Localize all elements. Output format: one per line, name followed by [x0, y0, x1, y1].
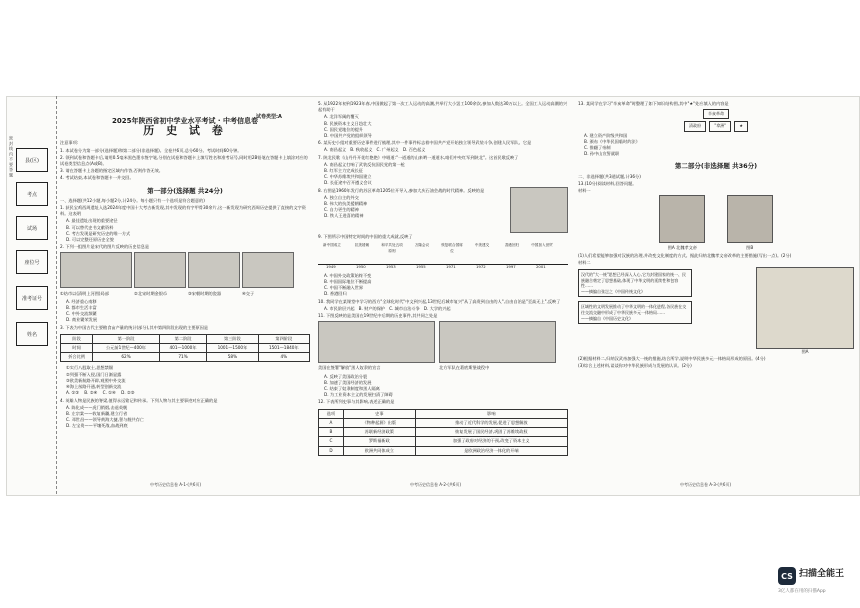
timeline-event: 新中国成立 [323, 242, 341, 247]
table-cell: 欧洲共同体成立 [343, 446, 415, 455]
structure-node: "拿洲" [709, 121, 731, 131]
question-3: 3. 下表为中国古代主要粮食亩产量的统计(部分),其中第四阶段出现的主要原因是 [60, 324, 209, 330]
timeline-year: 1972 [476, 263, 486, 269]
table-cell: 4% [258, 353, 309, 362]
portrait-caption: 图B [746, 245, 754, 251]
historical-map [756, 267, 854, 349]
option: D. 中国共产党的组织领导 [324, 133, 372, 139]
question-1: 1. 获民宝鸡西周遗址入选2024年度中国十大考古新发现,其中发现的有字甲骨30余片,这一新发现为研究西周历史提供了直接的文字资料。这表明 [60, 205, 306, 217]
timeline-year: 1949 [326, 263, 336, 269]
subject-title: 历 史 试 卷 [143, 124, 227, 138]
table-cell: 时间 [61, 344, 93, 353]
question-6: 6. 某历史小组对重要历史事件进行梳理,其中一件事件标志着中国共产党开始独立领导武装斗争,创建人民军队。它是 [318, 140, 532, 146]
option: D. 商业繁荣发展 [66, 317, 98, 323]
option: B. 财产的保护 [358, 305, 386, 311]
table-cell: 加强了政府对经济的干预,改变了资本主义 [415, 437, 567, 446]
notice-head: 注意事项: [60, 140, 79, 146]
structure-node: ★ [734, 121, 748, 131]
timeline-year: 1997 [506, 263, 516, 269]
option: A. ①③ [66, 390, 79, 396]
table-cell: A [319, 418, 344, 427]
option: A. 反映了美国政治分裂 [324, 373, 368, 379]
image-slot [318, 321, 433, 371]
quote-box [578, 301, 692, 324]
structure-diagram [578, 108, 854, 132]
option: B. 都市生活丰富 [66, 305, 97, 311]
timeline-year: 1953 [386, 263, 396, 269]
sub-question: (3)综合上述材料,谈谈你对中华民族形成与发展的认识。(2分) [578, 363, 692, 369]
timeline-year: 1971 [446, 263, 456, 269]
coin-image [134, 252, 186, 288]
image-caption: ②北宋时期金银币 [134, 290, 168, 296]
binding-strip [6, 96, 57, 494]
table-header: 第四阶段 [258, 334, 309, 343]
image-slot [188, 252, 238, 296]
question-11: 11. 下图反映的是美国在19世纪中后期的历史事件,其共同之处是 [318, 313, 438, 319]
table-cell: 是欧洲政治经济一体化的开端 [415, 446, 567, 455]
timeline-event: 香港回归 [504, 242, 520, 247]
scroll-painting-image [60, 252, 132, 288]
portrait-caption: 图A 北魏孝文帝 [667, 245, 697, 251]
table-header: 第三阶段 [207, 334, 258, 343]
option: D. 可以完整还原历史全貌 [66, 237, 114, 243]
option: B. 中国国际地位不断提高 [324, 279, 372, 285]
option: C. 考古发现是研究历史的唯一方式 [66, 230, 131, 236]
image-slot [242, 252, 292, 296]
oilfield-photo [510, 187, 568, 233]
option: B. 红军主力完成长征 [324, 168, 364, 174]
field-seat: 座位号 [16, 250, 48, 274]
porcelain-image [188, 252, 240, 288]
option: D. 大学的兴起 [423, 305, 451, 311]
sub-question: (1)人们希望能够加强对汉族的治理,并改变文化制度的方式。据此归纳北魏孝文帝改革的主要措施(写出一点)。(2分) [578, 252, 792, 258]
option: C. 邓世昌——领导黄海大捷,誓与舰共存亡 [66, 417, 145, 423]
table-header: 史事 [343, 409, 415, 418]
field-exam-site: 考点 [16, 182, 48, 206]
field-county: 县(区) [16, 148, 48, 172]
option: B. 可以替代史书文献资料 [66, 224, 114, 230]
portrait-row [578, 195, 854, 251]
question-10: 10. 我同学在某课堂中学习的西方"全球化时代"中文到兴起,13世纪后城市复兴"从了高贵到自由的人",自由自治是"至高无上",反映了 [318, 298, 561, 304]
option: C. ①④ [102, 390, 116, 396]
part2-title: 第二部分(非选择题 共36分) [674, 162, 758, 171]
quote-text: 区域性的文明发展推动了中华文明的一体化进程,各民族在交往交流交融中形成了中华民族多元一体格局…… [581, 304, 687, 316]
image-caption: ③宋朝时期的瓷器 [188, 290, 222, 296]
question-9: 9. 下图所示中国特定时间的中国的重大成就,反映了 [318, 233, 413, 239]
question-14: 13.(10分)阅读材料,回答问题。 [578, 180, 637, 186]
table-header: 第一阶段 [93, 334, 160, 343]
notice-item: 2. 领到试卷和答题卡后,请用0.5毫米黑色墨水签字笔,分别在试卷和答题卡上填写姓名和准考证号,同时用2B铅笔在答题卡上填涂对应的试卷类型信息点(A或B)。 [60, 154, 308, 167]
official-portrait [727, 195, 773, 243]
option: D. ②③ [121, 390, 135, 396]
option: C. 自力更生的精神 [324, 207, 359, 213]
image-caption: 美国在签署"解放"黑人奴隶的宣言 [318, 365, 381, 371]
image-slot [60, 252, 130, 296]
notice-item: 3. 请在答题卡上各题的指定区域内作答,否则作答无效。 [60, 168, 163, 174]
timeline [318, 242, 568, 269]
timeline-event: 抗美援朝 [354, 242, 370, 247]
table-header: 选项 [319, 409, 344, 418]
quote-text: 汉代的"大一统"思想已经深入人心,它为封建国家的统一、民族融合奠定了思想基础,体现了中华文明的延续性和包容性…… [581, 272, 686, 289]
option: A. 南昌起义打响了武装反抗国民党的第一枪 [324, 161, 405, 167]
field-room: 试场 [16, 216, 48, 240]
timeline-event: 和平共处五项原则 [381, 242, 403, 254]
table-cell: 58% [207, 353, 258, 362]
table-cell: 《物种起源》出版 [343, 418, 415, 427]
option: D. 百色起义 [402, 147, 426, 153]
question-4: 4. 英雄人物是民族的脊梁,值得永远铭记和传承。下列人物与其主要事迹对应正确的是 [60, 397, 218, 403]
option: C. 结束了奴隶制度和黑人隔离 [324, 386, 380, 392]
emperor-portrait [659, 195, 705, 243]
option: D. 长征途中召开遵义会议 [324, 180, 372, 186]
table-cell: 推动了近代科学的发展,促进了思想解放 [415, 418, 567, 427]
table-cell: D [319, 446, 344, 455]
page-3 [578, 100, 854, 490]
option: B. ②④ [84, 390, 98, 396]
structure-top: 辛亥革命 [703, 109, 729, 119]
table-cell: B [319, 428, 344, 437]
option: A. 陈化成——虎门销烟,击退英舰 [66, 404, 128, 410]
option: B. 民族资本主义日趋壮大 [324, 120, 372, 126]
option: ②列强不断入侵,国门日渐显露 [66, 371, 122, 377]
timeline-event: 中国加入世贸 [531, 242, 553, 247]
option: A. 最佳遗址出现的重要途径 [66, 218, 118, 224]
page-footer: 中考历史信息卷 A-2-(共6页) [410, 482, 462, 487]
field-name: 姓名 [16, 322, 48, 346]
option: D. 铁人王进喜的精神 [324, 213, 364, 219]
option: ③欧美新航路开辟,观照中外交流 [66, 377, 126, 383]
table-header: 阶段 [61, 334, 93, 343]
option: C. 中外交流频繁 [66, 311, 97, 317]
page-1 [60, 100, 310, 490]
battle-photo [439, 321, 556, 363]
table-cell: 公元前1世纪—400年 [93, 344, 160, 353]
option: C. 中华苏维埃共和国建立 [324, 174, 372, 180]
option: B. 加速了美国经济的发展 [324, 379, 372, 385]
quote-source: ——摘编自张岂之《中国传统文化》 [581, 288, 645, 294]
option: D. 香港回归 [324, 291, 347, 297]
material-2-label: 材料二 [578, 259, 591, 265]
table-cell: 罗斯福新政 [343, 437, 415, 446]
question-12: 12. 下表所列史事与其影响,表述正确的是 [318, 399, 395, 405]
option: A. 经济重心南移 [66, 298, 97, 304]
table-cell: 71% [159, 353, 206, 362]
option: B. 左宗棠——收复新疆,建立行省 [66, 410, 128, 416]
option: A. 中国外交政策始终不变 [324, 272, 372, 278]
table-cell: 62% [93, 353, 160, 362]
part1-intro: 一、选择题(共12小题,每小题2分,计24分。每小题只有一个选项是符合题意的) [60, 197, 205, 203]
jiaozi-image [242, 252, 294, 288]
image-caption: ①结市以(清明上河图)局部 [60, 290, 109, 296]
table-cell: 折合比例 [61, 353, 93, 362]
table-cell: 恢复发展了国民经济,巩固了苏维埃政权 [415, 428, 567, 437]
image-caption: ④交子 [242, 290, 255, 296]
option: B. 颁布《中华民国临时约法》 [584, 138, 640, 144]
part2-intro: 二、非选择题(共3道试题,计36分) [578, 173, 641, 179]
events-table [318, 409, 568, 456]
question-13: 13. 某同学在学习"辛亥革命"时整理了如下知识结构图,其中"★"处应填入的内容是 [578, 101, 729, 106]
notice-item: 1. 本试卷分为第一部分(选择题)和第二部分(非选择题)。全卷共6页,总分60分。考试时间60分钟。 [60, 147, 242, 153]
map-caption: 图A [801, 349, 809, 355]
table-cell: 1501—1840年 [258, 344, 309, 353]
table-header: 第二阶段 [159, 334, 206, 343]
option: B. 伟大的抗美援朝精神 [324, 201, 368, 207]
option: C. 广州起义 [376, 147, 399, 153]
option: A. 建立资产阶级共和国 [584, 132, 628, 138]
table-cell: 1001—1500年 [207, 344, 258, 353]
timeline-event: 恢复联合国席位 [441, 242, 463, 254]
timeline-year: 1950 [356, 263, 366, 269]
timeline-event: 万隆会议 [414, 242, 430, 247]
proclamation-photo [318, 321, 435, 363]
paper-type-label: 试卷类型:A [256, 114, 282, 120]
timeline-event: 中美建交 [474, 242, 490, 247]
option-row [66, 390, 310, 396]
field-ticket: 准考证号 [16, 286, 48, 310]
option: D. 为工业资本主义的发展扫清了障碍 [324, 392, 393, 398]
option: D. 孙中山宣誓就职 [584, 151, 620, 157]
table-cell: C [319, 437, 344, 446]
notice-item: 4. 考试结束,本试卷和答题卡一并交回。 [60, 175, 134, 181]
quote-box [578, 269, 692, 297]
seal-line-text: 密 封 线 内 不 要 答 题 [9, 136, 14, 177]
part1-title: 第一部分(选择题 共24分) [147, 186, 223, 195]
structure-node: 清政府 [684, 121, 706, 131]
option: A. 市民阶层兴起 [324, 305, 355, 311]
option: B. 秋收起义 [350, 147, 373, 153]
question-7: 7. 陕北民歌《山丹丹开花红艳艳》中唱道:"一道道的山来哟一道道水,咱们中央红军到陕北"。这首民歌反映了 [318, 154, 519, 160]
image-caption: 北方军队在葛底斯堡战役中 [439, 365, 490, 371]
exam-title: 2025年陕西省初中学业水平考试 · 中考信息卷 [111, 117, 258, 125]
image-slot [439, 321, 554, 371]
option: A. 南昌起义 [324, 147, 347, 153]
option: C. 推翻了帝制 [584, 145, 611, 151]
option-row [324, 147, 568, 153]
option: ④海上丝路开通,转型创新交流 [66, 384, 122, 390]
timeline-year: 2001 [536, 263, 546, 269]
option: D. 左宝贵——平壤死战,血战到底 [66, 423, 128, 429]
option: ①实行八股取士,思想禁锢 [66, 365, 113, 371]
option: C. 城市自治斗争 [389, 305, 420, 311]
image-slot [134, 252, 184, 296]
material-1-label: 材料一 [578, 188, 591, 194]
sub-question: (2)根据材料二,归纳汉武帝加强大一统的措施,结合所学,说明中华民族多元一体格局形成的原因。(4分) [578, 356, 766, 362]
scanner-logo-icon: CS [778, 567, 796, 585]
option: A. 独立自主的外交 [324, 194, 359, 200]
question-8: 8. 右图是1960年发行的苏区革命1205位开导入,参加大庆石油会战的时代精神。反映的是 [318, 187, 485, 193]
yield-table [60, 334, 310, 363]
question-5: 5. 从1922年初到1923年春,中国掀起了第一次工人运动的高潮,共举行大小罢工100余次,参加人数达30万以上。全国工人运动高潮的兴起有助于 [318, 101, 568, 113]
option-row [324, 306, 568, 312]
timeline-year: 1955 [416, 263, 426, 269]
table-cell: 苏联新经济政策 [343, 428, 415, 437]
table-header: 影响 [415, 409, 567, 418]
question-2: 2. 下列一组图片是宋代的图片反映的历史信息是 [60, 244, 150, 250]
scanner-app-name: 扫描全能王 [799, 569, 845, 579]
quote-source: ——摘编自《中国历史文化》 [581, 315, 633, 321]
page-2 [318, 100, 568, 490]
page-footer: 中考历史信息卷 A-3-(共6页) [680, 482, 732, 487]
table-cell: 401—1000年 [159, 344, 206, 353]
option: A. 北洋军阀的覆灭 [324, 114, 359, 120]
option: C. 国民党地位的提升 [324, 126, 364, 132]
option: C. 中国不断融入世界 [324, 285, 364, 291]
page-footer: 中考历史信息卷 A-1-(共6页) [150, 482, 202, 487]
scanner-tagline: 3亿人都在用的扫描App [778, 589, 826, 594]
